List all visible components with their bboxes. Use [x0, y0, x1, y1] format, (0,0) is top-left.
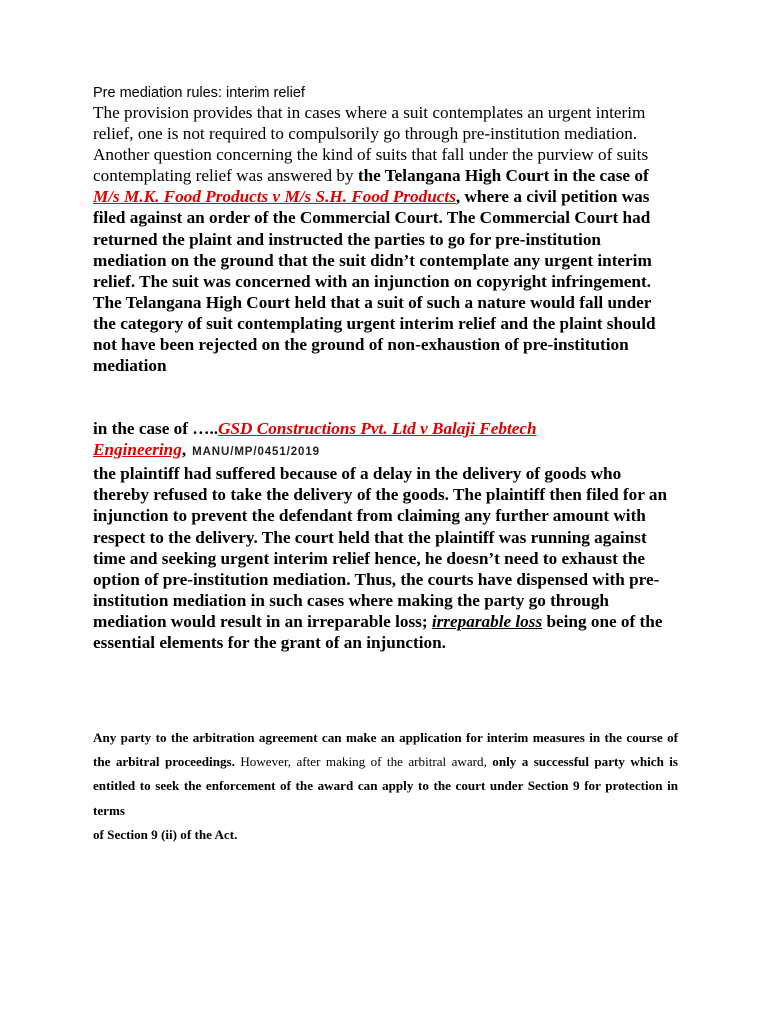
- case-lead-text: in the case of …..: [93, 419, 219, 439]
- case-name-mk-food-products: M/s M.K. Food Products v M/s S.H. Food Products: [93, 187, 456, 207]
- paragraph-gsd-body: [93, 463, 678, 653]
- arbitration-last-line: of Section 9 (ii) of the Act.: [93, 826, 238, 842]
- arbitration-normal-text: However, after making of the arbitral award,: [234, 754, 493, 770]
- gsd-body-ending: being one of the essential elements for the grant of an injunction.: [93, 611, 663, 652]
- paragraph-arbitration: [93, 726, 678, 847]
- gsd-body-text: the plaintiff had suffered because of a delay in the delivery of goods who thereby refused to take the delivery of the goods. The plaintiff then filed for an injunction to prevent the defendant from claiming any further amount with respect to the delivery. The court held that the plaintiff was running against time and seeking urgent interim relief hence, he doesn’t need to exhaust the option of pre-institution mediation. Thus, the courts have dispensed with pre-institution mediation in such cases where making the party go through mediation would result in an irreparable loss;: [93, 464, 668, 631]
- court-lead-text: the Telangana High Court in the case of: [357, 166, 649, 186]
- paragraph-rest-text: , where a civil petition was filed against an order of the Commercial Court. The Commercial Court had returned the plaint and instructed the parties to go for pre-institution mediation on the ground that the suit didn’t contemplate any urgent interim relief. The suit was concerned with an injunction on copyright infringement. The Telangana High Court held that a suit of such a nature would fall under the category of suit contemplating urgent interim relief and the plaint should not have been rejected on the ground of non-exhaustion of pre-institution mediation: [93, 187, 656, 376]
- paragraph-telangana-case: [93, 102, 678, 376]
- irreparable-loss-emphasis: irreparable loss: [431, 611, 543, 631]
- case-reference-line: [93, 418, 678, 463]
- case-citation: MANU/MP/0451/2019: [192, 446, 320, 459]
- paragraph-intro-text: The provision provides that in cases where a suit contemplates an urgent interim relief, one is not required to compulsorily go through pre-institution mediation. Another question concerning the kind of suits that fall under the purview of suits contemplating relief was answered by: [93, 103, 649, 186]
- section-heading: Pre mediation rules: interim relief: [93, 85, 305, 101]
- arbitration-bold-1: Any party to the arbitration agreement can make an application for interim measures in the course of the arbitral proceedings.: [93, 730, 678, 770]
- document-page: [93, 84, 678, 847]
- arbitration-body: [93, 726, 678, 823]
- case-comma: ,: [181, 440, 187, 460]
- paragraph-gsd-case: [93, 418, 678, 653]
- case-name-gsd-constructions: GSD Constructions Pvt. Ltd v Balaji Febtech Engineering: [93, 419, 537, 460]
- arbitration-bold-2: only a successful party which is entitled to seek the enforcement of the award can apply to the court under Section 9 for protection in terms: [93, 754, 679, 818]
